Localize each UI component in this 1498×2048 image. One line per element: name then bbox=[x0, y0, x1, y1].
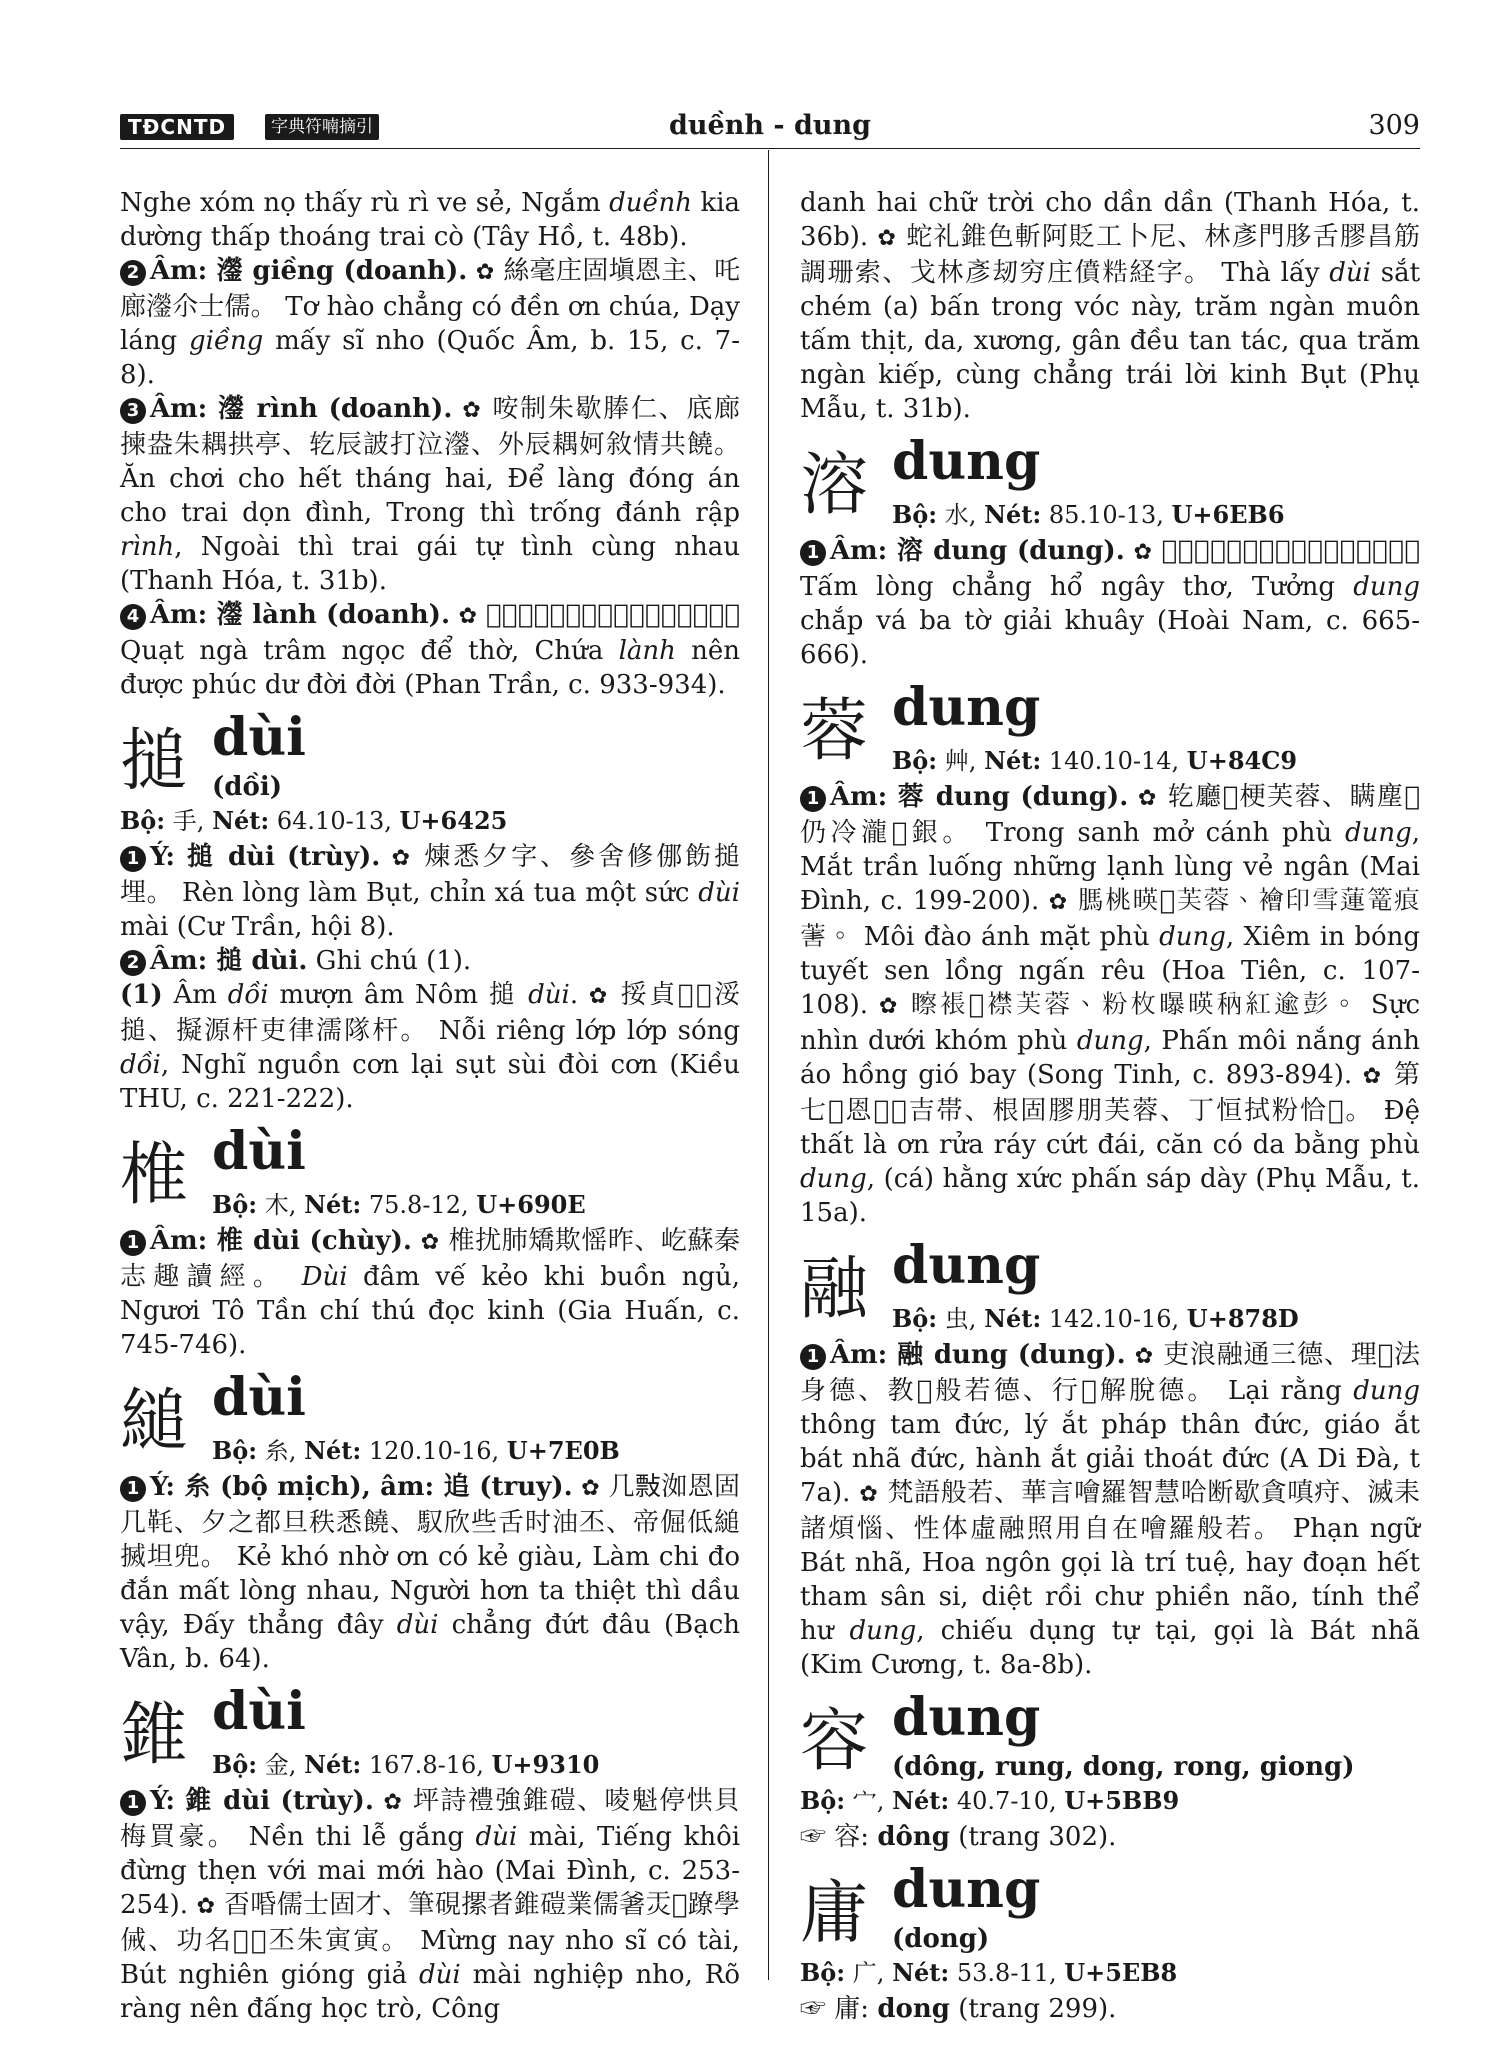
entry-radical-line: Bộ: 虫, Nét: 142.10-16, U+878D bbox=[892, 1304, 1299, 1333]
cross-reference: ☞ 容: dông (trang 302). bbox=[800, 1822, 1117, 1852]
entry-dung-5 bbox=[800, 1859, 1420, 2026]
cross-reference: ☞ 庸: dong (trang 299). bbox=[800, 1994, 1117, 2024]
sense-number: 1 bbox=[120, 1230, 146, 1256]
right-column bbox=[800, 186, 1420, 2026]
flower-icon: ✿ bbox=[859, 1482, 879, 1507]
entry-glyph: 椎 bbox=[120, 1136, 189, 1215]
flower-icon: ✿ bbox=[879, 994, 901, 1019]
sense-1: 1 Âm: 蓉 dung (dung). ✿ 䢀廳𦑗梗芙蓉、瞒塵𩄲仍冷瀧𥊚銀。 Trong sanh mở cánh phù dung, Mắt trần luống những lạnh lùng vẻ ngân (Mai Đình, c. 199-200). ✿ 𦟐桃暎𩈘芙蓉、襘印雪蓮篭痕𦵯。 Môi đào ánh mặt phù dung, Xiêm in bóng tuyết sen lồng ngấn rêu (Hoa Tiên, c. 107-108). ✿ 𥌀𧛇𣘃襟芙蓉、粉枚曝暎䄲紅逾彭。 Sực nhìn dưới khóm phù dung, Phấn môi nắng ánh áo hồng gió bay (Song Tinh, c. 893-894). ✿ 第七𠆳恩𠯅𦥻吉帯、根固膠朋芙蓉、丁恒拭粉恰𦗐。 Đệ thất là ơn rửa ráy cứt đái, căn có da bằng phù dung, (cá) hằng xức phấn sáp dày (Phụ Mẫu, t. 15a). bbox=[800, 782, 1421, 1228]
entry-word: dùi bbox=[212, 1681, 306, 1742]
sense-number: 1 bbox=[120, 1790, 146, 1816]
entry-radical-line: Bộ: 艸, Nét: 140.10-14, U+84C9 bbox=[892, 746, 1298, 775]
entry-note: (1) Âm dồi mượn âm Nôm 搥 dùi. ✿ 挼貞𪽞𪽞浽搥、擬源杆吏律濡隊杆。 Nỗi riêng lớp lớp sóng dồi, Nghĩ nguồn cơn lại sụt sùi đòi cơn (Kiều THU, c. 221-222). bbox=[120, 980, 740, 1114]
page-header bbox=[120, 108, 1420, 152]
continuation-paragraph: danh hai chữ trời cho dần dần (Thanh Hóa, t. 36b). ✿ 蛇礼錐色斬阿貶工卜尼、林彥門䏧舌膠昌筋調珊索、戈林彥刼穷庄僨𥺊経字。 Thà lấy dùi sắt chém (a) bấn trong vóc này, trăm ngàn muôn tấm thịt, da, xương, gân đều tan tác, qua trăm ngàn kiếp, cùng chẳng trái lời kinh Bụt (Phụ Mẫu, t. 31b). bbox=[800, 188, 1421, 424]
flower-icon: ✿ bbox=[877, 226, 898, 251]
entry-dui-2 bbox=[120, 1121, 741, 1362]
entry-dung-1 bbox=[800, 431, 1421, 672]
sense-number: 1 bbox=[120, 846, 146, 872]
entry-word: dung bbox=[892, 677, 1041, 738]
flower-icon: ✿ bbox=[1362, 1064, 1384, 1089]
sense-number: 1 bbox=[120, 1476, 146, 1502]
entry-radical-line: Bộ: 糸, Nét: 120.10-16, U+7E0B bbox=[212, 1436, 620, 1465]
sense-number: 1 bbox=[800, 786, 826, 812]
flower-icon: ✿ bbox=[391, 846, 414, 871]
entry-glyph: 容 bbox=[800, 1702, 869, 1781]
entry-head bbox=[800, 431, 1420, 534]
sense-number: 2 bbox=[120, 950, 146, 976]
flower-icon: ✿ bbox=[420, 1230, 440, 1255]
sense-number: 3 bbox=[120, 398, 146, 424]
entry-glyph: 庸 bbox=[800, 1874, 869, 1953]
entry-glyph: 錐 bbox=[120, 1696, 189, 1775]
header-rule bbox=[120, 148, 1420, 149]
entry-radical-line: Bộ: 广, Nét: 53.8-11, U+5EB8 bbox=[800, 1958, 1178, 1987]
entry-glyph: 蓉 bbox=[800, 692, 869, 771]
sense-number: 1 bbox=[800, 1344, 826, 1370]
entry-glyph: 融 bbox=[800, 1250, 869, 1329]
flower-icon: ✿ bbox=[196, 1894, 216, 1919]
entry-glyph: 溶 bbox=[800, 446, 869, 525]
continuation-paragraph: Nghe xóm nọ thấy rù rì ve sẻ, Ngắm duềnh kia dường thấp thoáng trai cò (Tây Hồ, t. 48b). bbox=[120, 188, 741, 252]
sense-2: 2 Âm: 搥 dùi. Ghi chú (1). bbox=[120, 944, 740, 978]
flower-icon: ✿ bbox=[475, 260, 495, 285]
hand-pointer-icon: ☞ bbox=[800, 1822, 827, 1852]
entry-head bbox=[120, 1681, 740, 1784]
entry-glyph: 縋 bbox=[120, 1382, 189, 1461]
sense-1: 1 Âm: 融 dung (dung). ✿ 吏浪融通三德、理𠃅法身德、教𠃅般若德、行𠃅解脫德。 Lại rằng dung thông tam đức, lý ắt pháp thân đức, giáo ắt bát nhã đức, hành ắt giải thoát đức (A Di Đà, t 7a). ✿ 梵語般若、華言噲羅智慧哈断歇貪嗔疛、滅耒諸煩惱、性体虛融照用自在噲羅般若。 Phạn ngữ Bát nhã, Hoa ngôn gọi là trí tuệ, hay đoạn hết tham sân si, diệt rồi chư phiền não, tính thể hư dung, chiếu dụng tự tại, gọi là Bát nhã (Kim Cương, t. 8a-8b). bbox=[800, 1340, 1421, 1680]
hand-pointer-icon: ☞ bbox=[800, 1994, 827, 2024]
header-han-label: 字典符喃摘引 bbox=[265, 114, 379, 140]
entry-dung-2 bbox=[800, 677, 1421, 1230]
sense-1: 1 Âm: 溶 dung (dung). ✿ 𢚸悉拯虎癡疎、想溶執𥚄𢀨詞解兮。 Tấm lòng chẳng hổ ngây thơ, Tưởng dung chắp vá ba tờ giải khuây (Hoài Nam, c. 665-666). bbox=[800, 536, 1421, 670]
entry-variant: (dông, rung, dong, rong, giong) bbox=[892, 1752, 1355, 1782]
sense-4: 4 Âm: 灐 lành (doanh). ✿ 𩛷牙簪玉底𡋂、渚灐𧋆特福餘𦹵𦹵。 Quạt ngà trâm ngọc để thờ, Chứa lành nên được phúc dư đời đời (Phan Trần, c. 933-934). bbox=[120, 600, 741, 700]
entry-word: dung bbox=[892, 1859, 1041, 1920]
entry-radical-line: Bộ: 金, Nét: 167.8-16, U+9310 bbox=[212, 1750, 600, 1779]
flower-icon: ✿ bbox=[383, 1790, 404, 1815]
entry-word: dung bbox=[892, 431, 1041, 492]
entry-head bbox=[120, 1121, 740, 1224]
entry-head bbox=[120, 1367, 740, 1470]
flower-icon: ✿ bbox=[1134, 1344, 1154, 1369]
entry-word: dùi bbox=[212, 707, 306, 768]
sense-number: 4 bbox=[120, 604, 146, 630]
entry-word: dung bbox=[892, 1235, 1041, 1296]
entry-dui-4 bbox=[120, 1681, 741, 2026]
left-column bbox=[120, 186, 740, 2026]
flower-icon: ✿ bbox=[1133, 540, 1153, 565]
sense-1: 1 Ý: 錐 dùi (trùy). ✿ 坪詩禮強錐磑、㖫魁停㤨貝梅買豪。 Nền thi lễ gắng dùi mài, Tiếng khôi đừng thẹn với mai mới hào (Mai Đình, c. 253-254). ✿ 㫘㖧儒士固才、筆硯摞者錐磑業儒㸙㶣𧋆蹽學㑘、功名𧵑𡥵丕朱寅寅。 Mừng nay nho sĩ có tài, Bút nghiên gióng giả dùi mài nghiệp nho, Rõ ràng nên đấng học trò, Công bbox=[120, 1786, 741, 2024]
flower-icon: ✿ bbox=[1138, 786, 1158, 811]
header-logo: TĐCNTD bbox=[120, 114, 234, 140]
column-divider bbox=[768, 150, 769, 1980]
flower-icon: ✿ bbox=[458, 604, 478, 629]
entry-head bbox=[800, 1687, 1420, 1820]
header-title: duềnh - dung bbox=[669, 110, 871, 141]
entry-word: dùi bbox=[212, 1121, 306, 1182]
reference-link[interactable]: dong bbox=[877, 1994, 950, 2024]
entry-radical-line: Bộ: 手, Nét: 64.10-13, U+6425 bbox=[120, 806, 508, 835]
entry-radical-line: Bộ: 水, Nét: 85.10-13, U+6EB6 bbox=[892, 500, 1285, 529]
page-number: 309 bbox=[1368, 110, 1420, 141]
entry-head bbox=[800, 677, 1420, 780]
entry-dung-4 bbox=[800, 1687, 1420, 1854]
entry-dui-1 bbox=[120, 707, 741, 1116]
entry-head bbox=[120, 707, 740, 840]
entry-head bbox=[800, 1859, 1420, 1992]
entry-radical-line: Bộ: 木, Nét: 75.8-12, U+690E bbox=[212, 1190, 586, 1219]
sense-2: 2 Âm: 灐 giềng (doanh). ✿ 絲毫庄固塡恩主、吒廊灐尒士儒。 Tơ hào chẳng có đền ơn chúa, Dạy láng giềng mấy sĩ nho (Quốc Âm, b. 15, c. 7-8). bbox=[120, 256, 741, 390]
sense-1: 1 Ý: 糸 (bộ mịch), âm: 追 (truy). ✿ 几𢿏洳恩固几𩉪、夕之都旦秩悉饒、馭欣些舌时油丕、帝倔低縋搣坦兜。 Kẻ khó nhờ ơn có kẻ giàu, Làm chi đo đắn mất lòng nhau, Người hơn ta thiệt thì dầu vậy, Đấy thẳng đây dùi chẳng đứt đâu (Bạch Vân, b. 64). bbox=[120, 1472, 741, 1674]
flower-icon: ✿ bbox=[462, 398, 483, 423]
entry-head bbox=[800, 1235, 1420, 1338]
sense-1: 1 Ý: 搥 dùi (trùy). ✿ 煉悉夕字、參舍修㑚飭搥埋。 Rèn lòng làm Bụt, chỉn xá tua một sức dùi mài (Cư Trần, hội 8). bbox=[120, 842, 741, 942]
entry-word: dùi bbox=[212, 1367, 306, 1428]
flower-icon: ✿ bbox=[588, 984, 610, 1009]
entry-dui-3 bbox=[120, 1367, 741, 1676]
sense-3: 3 Âm: 灐 rình (doanh). ✿ 咹制朱歇䏾仁、底廊揀盎朱耦拱亭、䢀辰詖打泣灐、外辰耦妸敘情共饒。 Ăn chơi cho hết tháng hai, Để làng đóng án cho trai dọn đình, Trong thì trống đánh rập rình, Ngoài thì trai gái tự tình cùng nhau (Thanh Hóa, t. 31b). bbox=[120, 394, 741, 596]
entry-glyph: 搥 bbox=[120, 722, 189, 801]
entry-variant: (dong) bbox=[892, 1924, 990, 1954]
entry-dung-3 bbox=[800, 1235, 1421, 1682]
entry-word: dung bbox=[892, 1687, 1041, 1748]
entry-radical-line: Bộ: 宀, Nét: 40.7-10, U+5BB9 bbox=[800, 1786, 1180, 1815]
sense-number: 1 bbox=[800, 540, 826, 566]
sense-1: 1 Âm: 椎 dùi (chùy). ✿ 椎扰肺矯欺愮昨、屹蘇秦志趣讀經。 Dùi đâm vế kẻo khi buồn ngủ, Ngươi Tô Tần chí thú đọc kinh (Gia Huấn, c. 745-746). bbox=[120, 1226, 741, 1360]
reference-link[interactable]: dông bbox=[877, 1822, 950, 1852]
flower-icon: ✿ bbox=[581, 1476, 601, 1501]
entry-variant: (dồi) bbox=[212, 772, 283, 802]
sense-number: 2 bbox=[120, 260, 146, 286]
flower-icon: ✿ bbox=[1048, 890, 1069, 915]
